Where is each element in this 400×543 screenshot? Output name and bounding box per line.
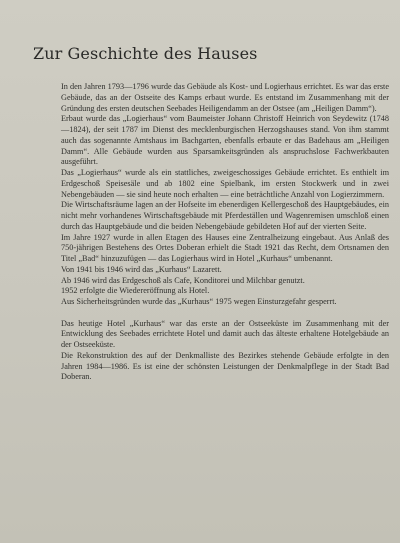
document-body: [61, 82, 389, 383]
page-title: Zur Geschichte des Hauses: [33, 44, 258, 63]
paragraph-heating-renaming: Im Jahre 1927 wurde in allen Etagen des Hauses eine Zentralheizung eingebaut. Aus Anlaß des 750-jährigen Bestehens des Ortes Doberan erhielt die Stadt 1921 das Recht, dem Ortsnamen den Titel „Bad“ hinzuzufügen — das Logierhaus wird in Hotel „Kurhaus“ umbenannt.: [61, 232, 389, 263]
paragraph-lazarett: Von 1941 bis 1946 wird das „Kurhaus“ Lazarett.: [61, 264, 222, 274]
paragraph-building: Das „Logierhaus“ wurde als ein stattliches, zweigeschossiges Gebäude errichtet. Es enthielt im Erdgeschoß Speisesäle und ab 1802 eine Spielbank, im ersten Stockwerk und in zwei Nebengebäuden — sie sind heute noch erhalten — eine beträchtliche Anzahl von Logierzimmern.: [61, 168, 389, 199]
paragraph-founding: In den Jahren 1793—1796 wurde das Gebäude als Kost- und Logierhaus errichtet. Es war das erste Gebäude, das an der Ostseite des Kamps erbaut wurde. Es entstand im Zusammenhang mit der Gründung des ersten deutschen Seebades Heiligendamm an der Ostsee (am „Heiligen Damm“).: [61, 82, 389, 113]
paragraph-reconstruction: Die Rekonstruktion des auf der Denkmalliste des Bezirkes stehende Gebäude erfolgte in den Jahren 1984—1986. Es ist eine der schönsten Leistungen der Denkmalpflege in der Stadt Bad Doberan.: [61, 350, 389, 382]
paragraph-reopening: 1952 erfolgte die Wiedereröffnung als Hotel.: [61, 286, 210, 296]
paragraph-closure: Aus Sicherheitsgründen wurde das „Kurhaus“ 1975 wegen Einsturzgefahr gesperrt.: [61, 297, 337, 306]
paragraph-architect: Erbaut wurde das „Logierhaus“ vom Baumeister Johann Christoff Heinrich von Seydewitz (1748—1824), der seit 1787 im Dienst des mecklenburgischen Herzogshauses stand. Von ihm stammt auch das sogenannte Amtshaus im Bachgarten, ebenfalls erbaute er das Badehaus am „Heiligen Damm“. Alle Gebäude wurden aus Sparsamkeitsgründen als anspruchslose Fachwerkbauten ausgeführt.: [61, 114, 389, 167]
paragraph-utility-rooms: Die Wirtschaftsräume lagen an der Hofseite im ebenerdigen Kellergeschoß des Hauptgebäudes, ein nicht mehr vorhandenes Wirtschaftsgebäude mit Pferdeställen und Wagenremisen umschloß einen durch das Hauptgebäude und die beiden Nebengebäude gebildeten Hof auf der vierten Seite.: [61, 200, 389, 231]
paragraph-oldest-hotel: Das heutige Hotel „Kurhaus“ war das erste an der Ostseeküste im Zusammenhang mit der Entwicklung des Seebades errichtete Hotel und damit auch das älteste erhaltene Hotelgebäude an der Ostseeküste.: [61, 318, 389, 349]
paragraph-cafe: Ab 1946 wird das Erdgeschoß als Cafe, Konditorei und Milchbar genutzt.: [61, 275, 305, 285]
